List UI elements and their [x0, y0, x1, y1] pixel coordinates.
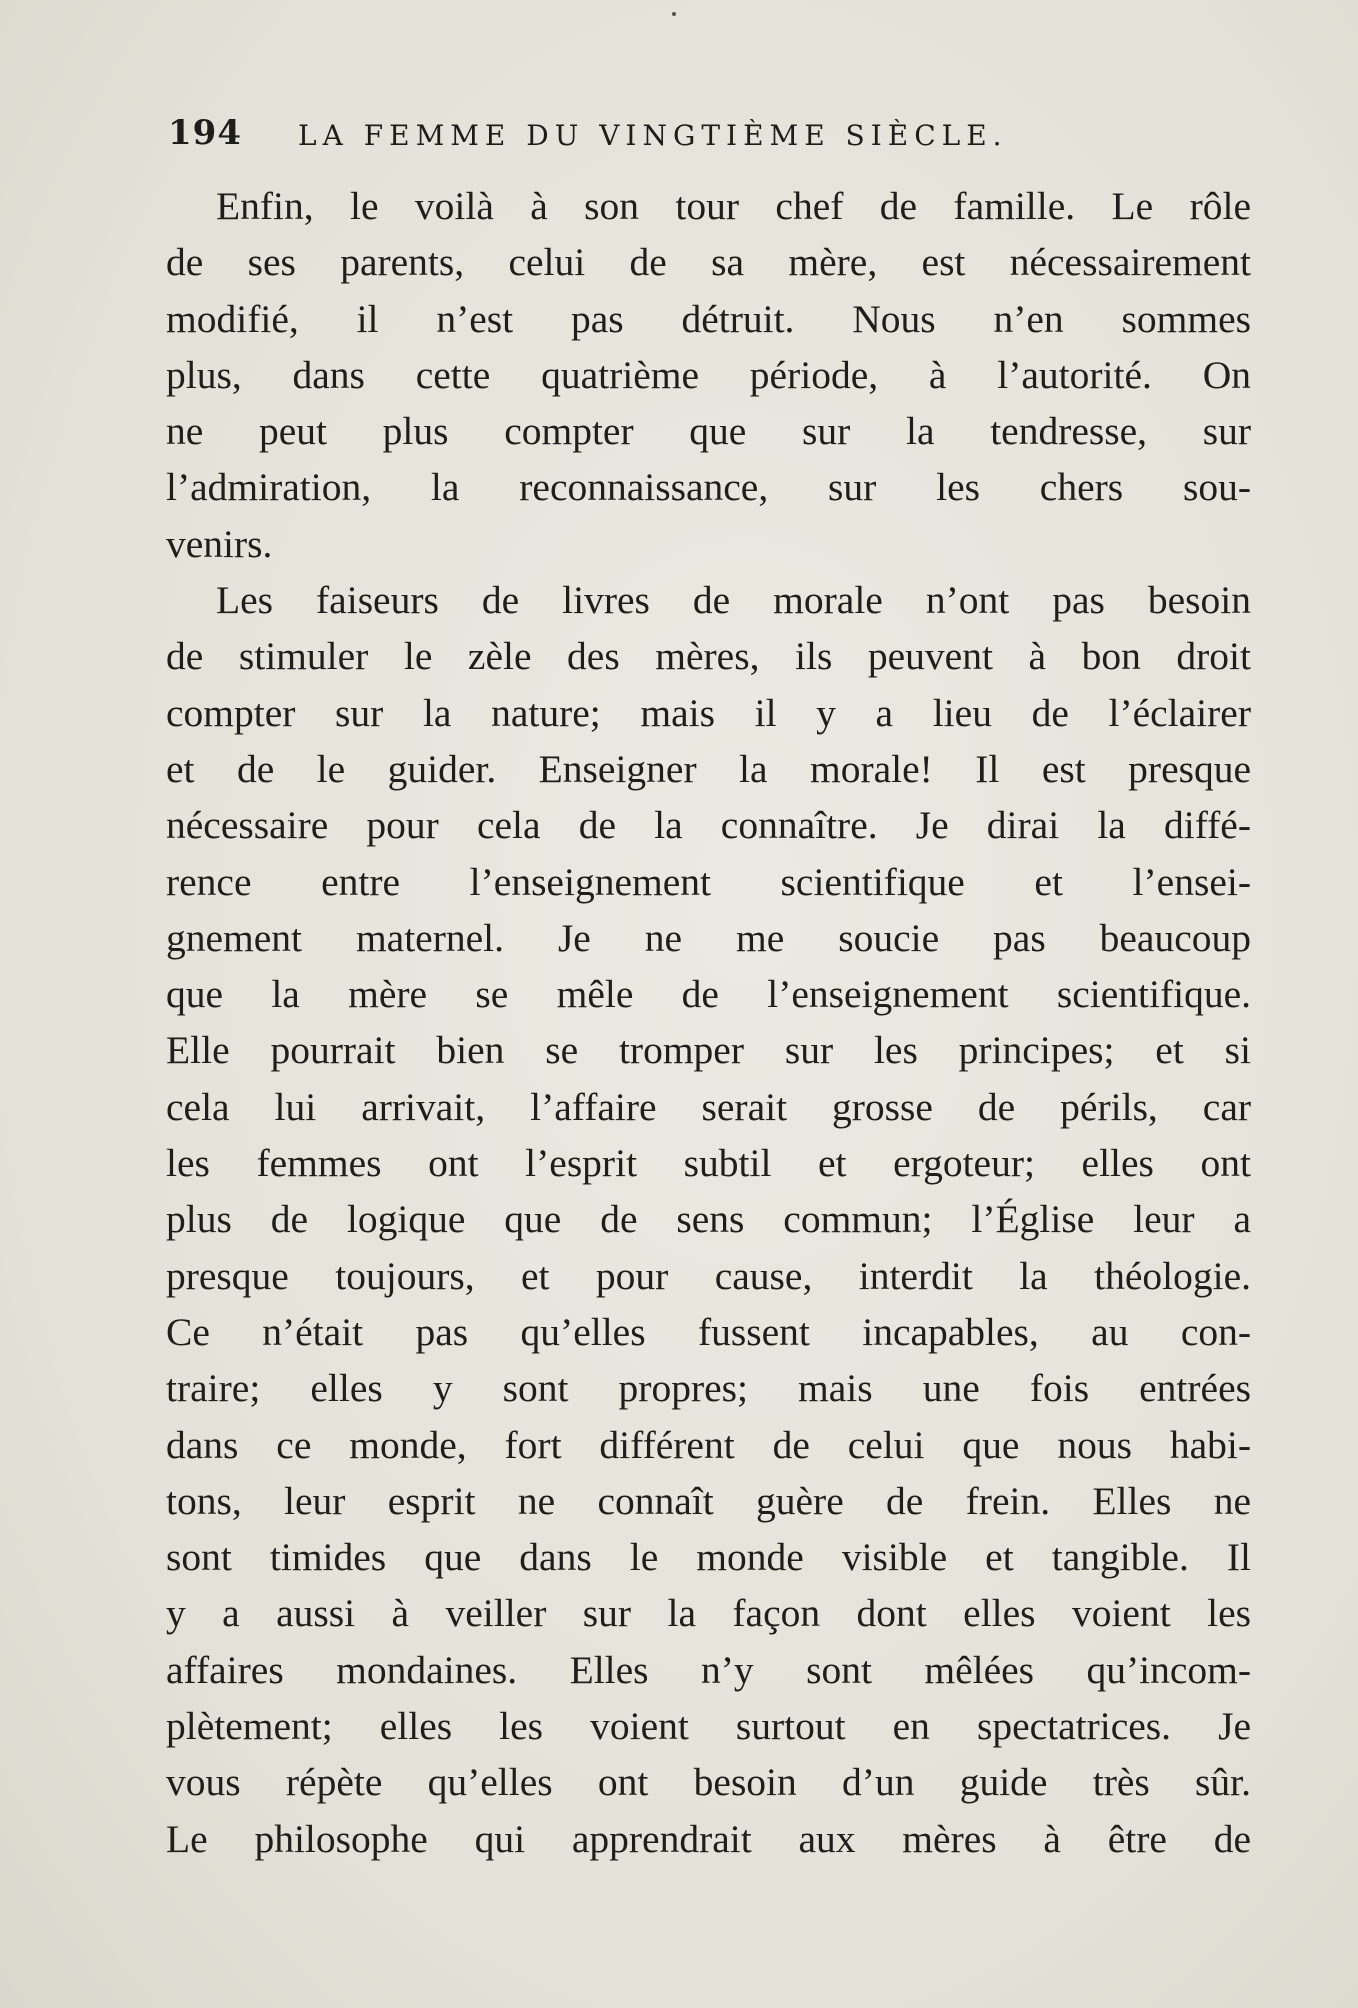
- text-line: y a aussi à veiller sur la façon dont elles voient les: [166, 1591, 1251, 1636]
- print-speck: [672, 12, 676, 16]
- text-line: Le philosophe qui apprendrait aux mères à être de: [166, 1816, 1251, 1861]
- paragraph-2: [166, 572, 1251, 1867]
- text-line: plètement; elles les voient surtout en spectatrices. Je: [166, 1704, 1251, 1749]
- text-line: nécessaire pour cela de la connaître. Je dirai la diffé-: [166, 803, 1251, 848]
- text-line: Enfin, le voilà à son tour chef de famille. Le rôle: [216, 184, 1251, 228]
- text-line: ne peut plus compter que sur la tendresse, sur: [166, 409, 1251, 454]
- text-line: dans ce monde, fort différent de celui que nous habi-: [166, 1422, 1251, 1467]
- paragraph-1: [166, 178, 1251, 572]
- text-line: sont timides que dans le monde visible et tangible. Il: [166, 1535, 1251, 1580]
- text-line: l’admiration, la reconnaissance, sur les chers sou-: [166, 465, 1251, 510]
- text-line: les femmes ont l’esprit subtil et ergoteur; elles ont: [166, 1141, 1251, 1186]
- page-number: 194: [168, 113, 242, 153]
- text-line: Elle pourrait bien se tromper sur les principes; et si: [166, 1028, 1251, 1073]
- text-line: que la mère se mêle de l’enseignement scientifique.: [166, 972, 1251, 1017]
- page-header: [168, 113, 1248, 163]
- text-line: plus, dans cette quatrième période, à l’autorité. On: [166, 352, 1251, 397]
- text-line: et de le guider. Enseigner la morale! Il est presque: [166, 746, 1251, 791]
- text-line: traire; elles y sont propres; mais une fois entrées: [166, 1366, 1251, 1411]
- text-line: affaires mondaines. Elles n’y sont mêlées qu’incom-: [166, 1647, 1251, 1692]
- text-line: de stimuler le zèle des mères, ils peuvent à bon droit: [166, 634, 1251, 679]
- text-line: compter sur la nature; mais il y a lieu de l’éclairer: [166, 690, 1251, 735]
- text-line: Les faiseurs de livres de morale n’ont pas besoin: [216, 578, 1251, 623]
- running-title: LA FEMME DU VINGTIÈME SIÈCLE.: [298, 119, 1008, 152]
- text-line: vous répète qu’elles ont besoin d’un guide très sûr.: [166, 1760, 1251, 1805]
- text-line: modifié, il n’est pas détruit. Nous n’en sommes: [166, 296, 1251, 341]
- body-text: [166, 178, 1251, 1867]
- text-line: tons, leur esprit ne connaît guère de frein. Elles ne: [166, 1478, 1251, 1523]
- text-line: plus de logique que de sens commun; l’Église leur a: [166, 1197, 1251, 1242]
- text-line: venirs.: [166, 521, 273, 566]
- text-line: cela lui arrivait, l’affaire serait grosse de périls, car: [166, 1084, 1251, 1129]
- text-line: rence entre l’enseignement scientifique et l’ensei-: [166, 859, 1251, 904]
- text-line: gnement maternel. Je ne me soucie pas beaucoup: [166, 915, 1251, 960]
- text-line: Ce n’était pas qu’elles fussent incapables, au con-: [166, 1309, 1251, 1354]
- text-line: de ses parents, celui de sa mère, est nécessairement: [166, 240, 1251, 285]
- text-line: presque toujours, et pour cause, interdit la théologie.: [166, 1253, 1251, 1298]
